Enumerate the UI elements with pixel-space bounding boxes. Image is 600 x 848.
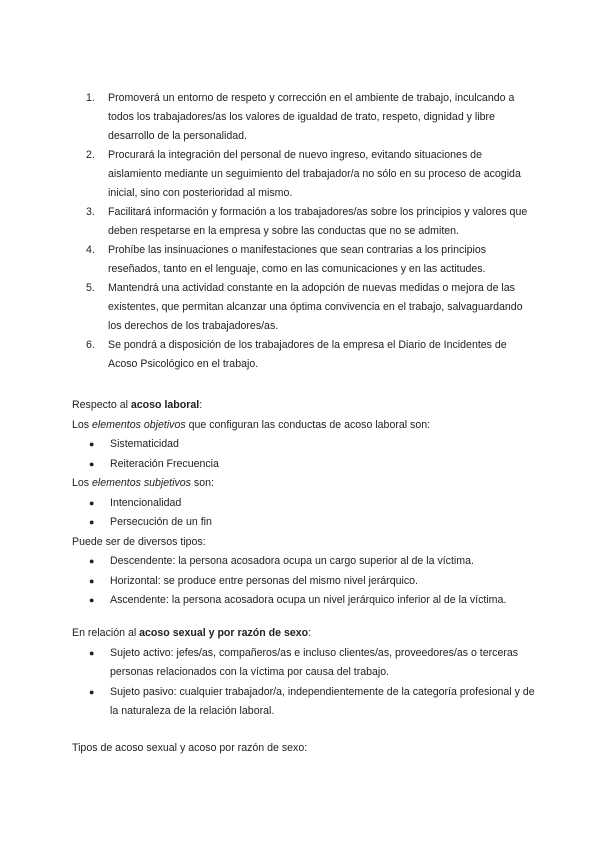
acoso-sexual-intro: En relación al acoso sexual y por razón de sexo: bbox=[72, 627, 312, 639]
list-number: 1. bbox=[86, 92, 95, 104]
sujetos-list bbox=[72, 644, 542, 722]
list-item bbox=[86, 146, 536, 203]
bullet-item: ● Persecución de un fin bbox=[72, 513, 542, 533]
list-number: 5. bbox=[86, 282, 95, 294]
list-item-text: Se pondrá a disposición de los trabajadores de la empresa el Diario de Incidentes de Acoso Psicológico en el trabajo. bbox=[108, 339, 507, 370]
elementos-subjetivos-list bbox=[72, 494, 542, 533]
acoso-laboral-intro: Respecto al acoso laboral: bbox=[72, 399, 203, 411]
bullet-icon: ● bbox=[89, 458, 95, 469]
bullet-item: ● Reiteración Frecuencia bbox=[72, 455, 542, 475]
bullet-item: ● Horizontal: se produce entre personas del mismo nivel jerárquico. bbox=[72, 572, 542, 592]
elementos-objetivos-intro: Los elementos objetivos que configuran las conductas de acoso laboral son: bbox=[72, 418, 431, 431]
list-item bbox=[86, 241, 536, 279]
bullet-icon: ● bbox=[89, 497, 95, 508]
list-number: 2. bbox=[86, 149, 95, 161]
list-number: 4. bbox=[86, 244, 95, 256]
list-item-text: Facilitará información y formación a los trabajadores/as sobre los principios y valores que deben respetarse en la empresa y sobre las conductas que no se admiten. bbox=[108, 206, 528, 237]
list-item bbox=[86, 203, 536, 241]
bullet-icon: ● bbox=[89, 686, 95, 697]
tipos-acoso-sexual-heading: Tipos de acoso sexual y acoso por razón de sexo: bbox=[72, 742, 308, 754]
list-item-text: Promoverá un entorno de respeto y corrección en el ambiente de trabajo, inculcando a todos los trabajadores/as los valores de igualdad de trato, respeto, dignidad y libre desarrollo de la personalidad. bbox=[108, 92, 515, 142]
elementos-objetivos-list bbox=[72, 435, 542, 474]
list-item-text: Mantendrá una actividad constante en la adopción de nuevas medidas o mejora de las existentes, que permitan alcanzar una óptima convivencia en el trabajo, salvaguardando los derechos de los trabajadores/as. bbox=[108, 282, 523, 332]
bullet-icon: ● bbox=[89, 556, 95, 566]
elementos-subjetivos-intro: Los elementos subjetivos son: bbox=[72, 477, 214, 489]
list-item bbox=[86, 89, 536, 146]
list-number: 3. bbox=[86, 206, 95, 218]
tipos-intro: Puede ser de diversos tipos: bbox=[72, 535, 206, 548]
bullet-item: ● Sujeto pasivo: cualquier trabajador/a, independientemente de la categoría profesional y de la naturaleza de la relación laboral. bbox=[72, 683, 542, 722]
acoso-laboral-section bbox=[72, 396, 542, 611]
list-item-text: Prohíbe las insinuaciones o manifestaciones que sean contrarias a los principios reseñados, tanto en el lenguaje, como en las comunicaciones y en las actitudes. bbox=[108, 244, 487, 275]
acoso-sexual-section bbox=[72, 624, 542, 722]
numbered-list bbox=[86, 89, 536, 374]
list-item bbox=[86, 279, 536, 336]
bullet-icon: ● bbox=[89, 595, 95, 605]
list-item-text: Procurará la integración del personal de nuevo ingreso, evitando situaciones de aislamiento mediante un seguimiento del trabajador/a no sólo en su proceso de acogida inicial, sino con posterioridad al mismo. bbox=[108, 149, 521, 199]
list-item bbox=[86, 336, 536, 374]
bullet-item: ● Intencionalidad bbox=[72, 494, 542, 514]
bullet-item: ● Sistematicidad bbox=[72, 435, 542, 455]
bullet-icon: ● bbox=[89, 517, 95, 527]
bullet-item: ● Descendente: la persona acosadora ocupa un cargo superior al de la víctima. bbox=[72, 552, 542, 572]
bullet-item: ● Ascendente: la persona acosadora ocupa un nivel jerárquico inferior al de la víctima. bbox=[72, 591, 542, 611]
bullet-item: ● Sujeto activo: jefes/as, compañeros/as e incluso clientes/as, proveedores/as o terceras personas relacionados con la víctima por causa del trabajo. bbox=[72, 644, 542, 683]
bullet-icon: ● bbox=[89, 575, 95, 586]
bullet-icon: ● bbox=[89, 647, 95, 658]
list-number: 6. bbox=[86, 339, 95, 351]
tipos-list bbox=[72, 552, 542, 611]
bullet-icon: ● bbox=[89, 439, 95, 449]
